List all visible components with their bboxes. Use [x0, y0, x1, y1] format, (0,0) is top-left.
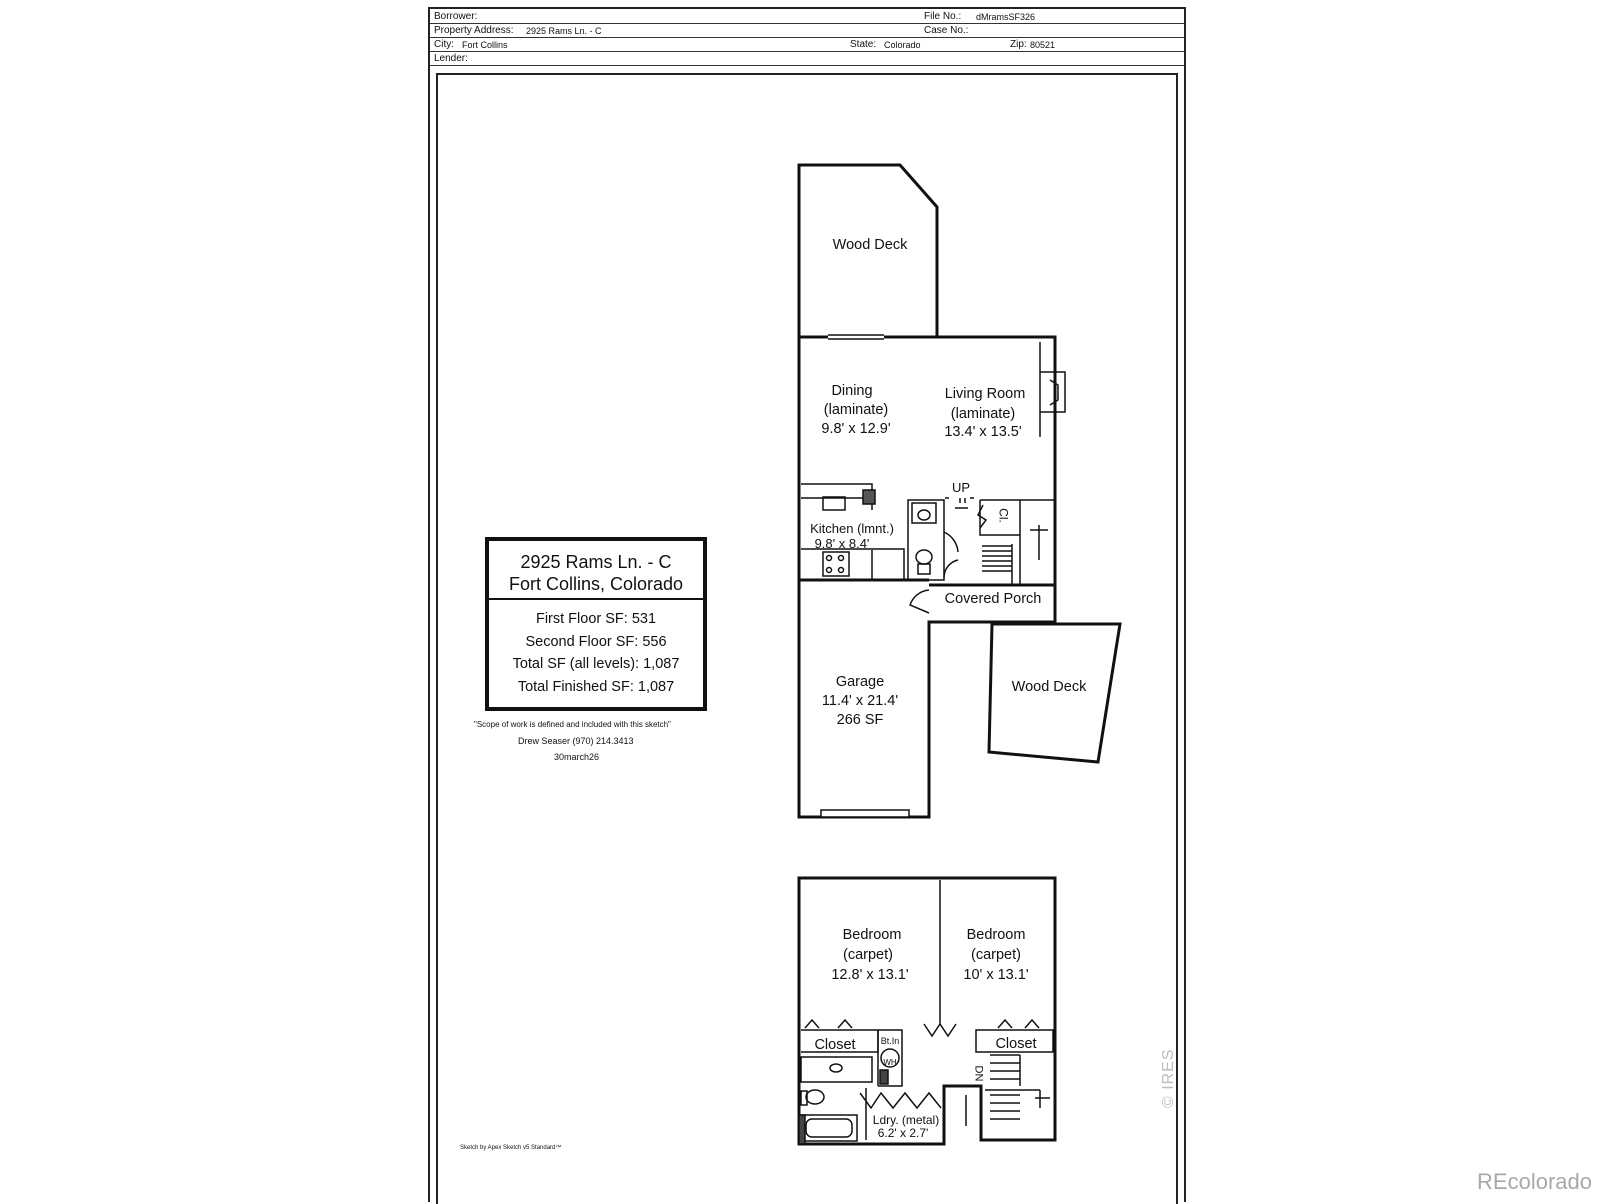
living-floor: (laminate) — [950, 406, 1016, 422]
wood-deck-top-label: Wood Deck — [832, 237, 908, 253]
scope-note: "Scope of work is defined and included with this sketch" — [474, 720, 671, 729]
bedroom-right-size: 10' x 13.1' — [963, 967, 1029, 983]
bedroom-left-name: Bedroom — [842, 927, 902, 943]
closet-right-label: Closet — [995, 1036, 1037, 1052]
up-label: UP — [951, 480, 971, 495]
closet-walls — [980, 500, 1055, 585]
closet-left-label: Closet — [814, 1037, 856, 1053]
summary-city: Fort Collins, Colorado — [508, 574, 684, 594]
laundry-size: 6.2' x 2.7' — [877, 1126, 929, 1140]
living-name: Living Room — [944, 386, 1026, 402]
software-note: Sketch by Apex Sketch v5 Standard™ — [460, 1145, 562, 1151]
garage-name: Garage — [835, 674, 885, 690]
summary-first-floor: First Floor SF: 531 — [535, 611, 657, 627]
closet-label: Cl. — [996, 508, 1011, 523]
ires-watermark: © IRES — [1160, 1048, 1177, 1108]
city-value: Fort Collins — [462, 40, 508, 50]
laundry-name: Ldry. (metal) — [872, 1113, 940, 1127]
summary-address: 2925 Rams Ln. - C — [520, 552, 672, 572]
kitchen-name: Kitchen (lmnt.) — [810, 521, 894, 536]
bedroom-right-name: Bedroom — [966, 927, 1026, 943]
bedroom-left-size: 12.8' x 13.1' — [831, 967, 909, 983]
state-value: Colorado — [884, 40, 921, 50]
bedroom-right-floor: (carpet) — [971, 947, 1021, 963]
dining-size: 9.8' x 12.9' — [821, 421, 891, 437]
half-bath — [908, 500, 944, 580]
zip-label: Zip: — [1010, 39, 1027, 50]
kitchen-size: 9.8' x 8.4' — [814, 536, 870, 551]
dining-name: Dining — [831, 383, 873, 399]
summary-total-finished: Total Finished SF: 1,087 — [517, 678, 675, 695]
built-in-label: Bt.In — [880, 1036, 900, 1046]
borrower-label: Borrower: — [434, 11, 478, 22]
summary-total-sf: Total SF (all levels): 1,087 — [512, 656, 680, 672]
file-no-label: File No.: — [924, 11, 962, 22]
date-note: 30march26 — [554, 752, 600, 762]
garage-door — [821, 810, 909, 817]
city-label: City: — [434, 39, 454, 50]
water-heater-label: WH — [883, 1058, 897, 1067]
stairs-first-floor — [982, 544, 1012, 585]
zip-value: 80521 — [1030, 40, 1056, 50]
summary-second-floor: Second Floor SF: 556 — [525, 633, 667, 650]
summary-box — [485, 537, 707, 711]
stairs-second-floor — [990, 1055, 1020, 1086]
garage-area: 266 SF — [836, 712, 884, 728]
lender-label: Lender: — [434, 53, 468, 64]
dining-floor: (laminate) — [823, 402, 889, 418]
case-no-label: Case No.: — [924, 25, 969, 36]
recolorado-watermark: REcolorado — [1477, 1169, 1592, 1194]
wood-deck-right-label: Wood Deck — [1011, 679, 1087, 695]
file-no-value: dMramsSF326 — [976, 12, 1036, 22]
address-value: 2925 Rams Ln. - C — [526, 26, 602, 36]
garage-size: 11.4' x 21.4' — [821, 693, 899, 709]
state-label: State: — [850, 39, 877, 50]
fireplace-symbol — [1040, 342, 1065, 437]
second-floor-outline — [799, 878, 1055, 1144]
bedroom-left-floor: (carpet) — [843, 947, 893, 963]
living-size: 13.4' x 13.5' — [944, 424, 1022, 440]
author-note: Drew Seaser (970) 214.3413 — [518, 736, 634, 746]
address-label: Property Address: — [434, 25, 514, 36]
covered-porch-label: Covered Porch — [944, 591, 1042, 607]
down-label: DN — [972, 1065, 985, 1082]
